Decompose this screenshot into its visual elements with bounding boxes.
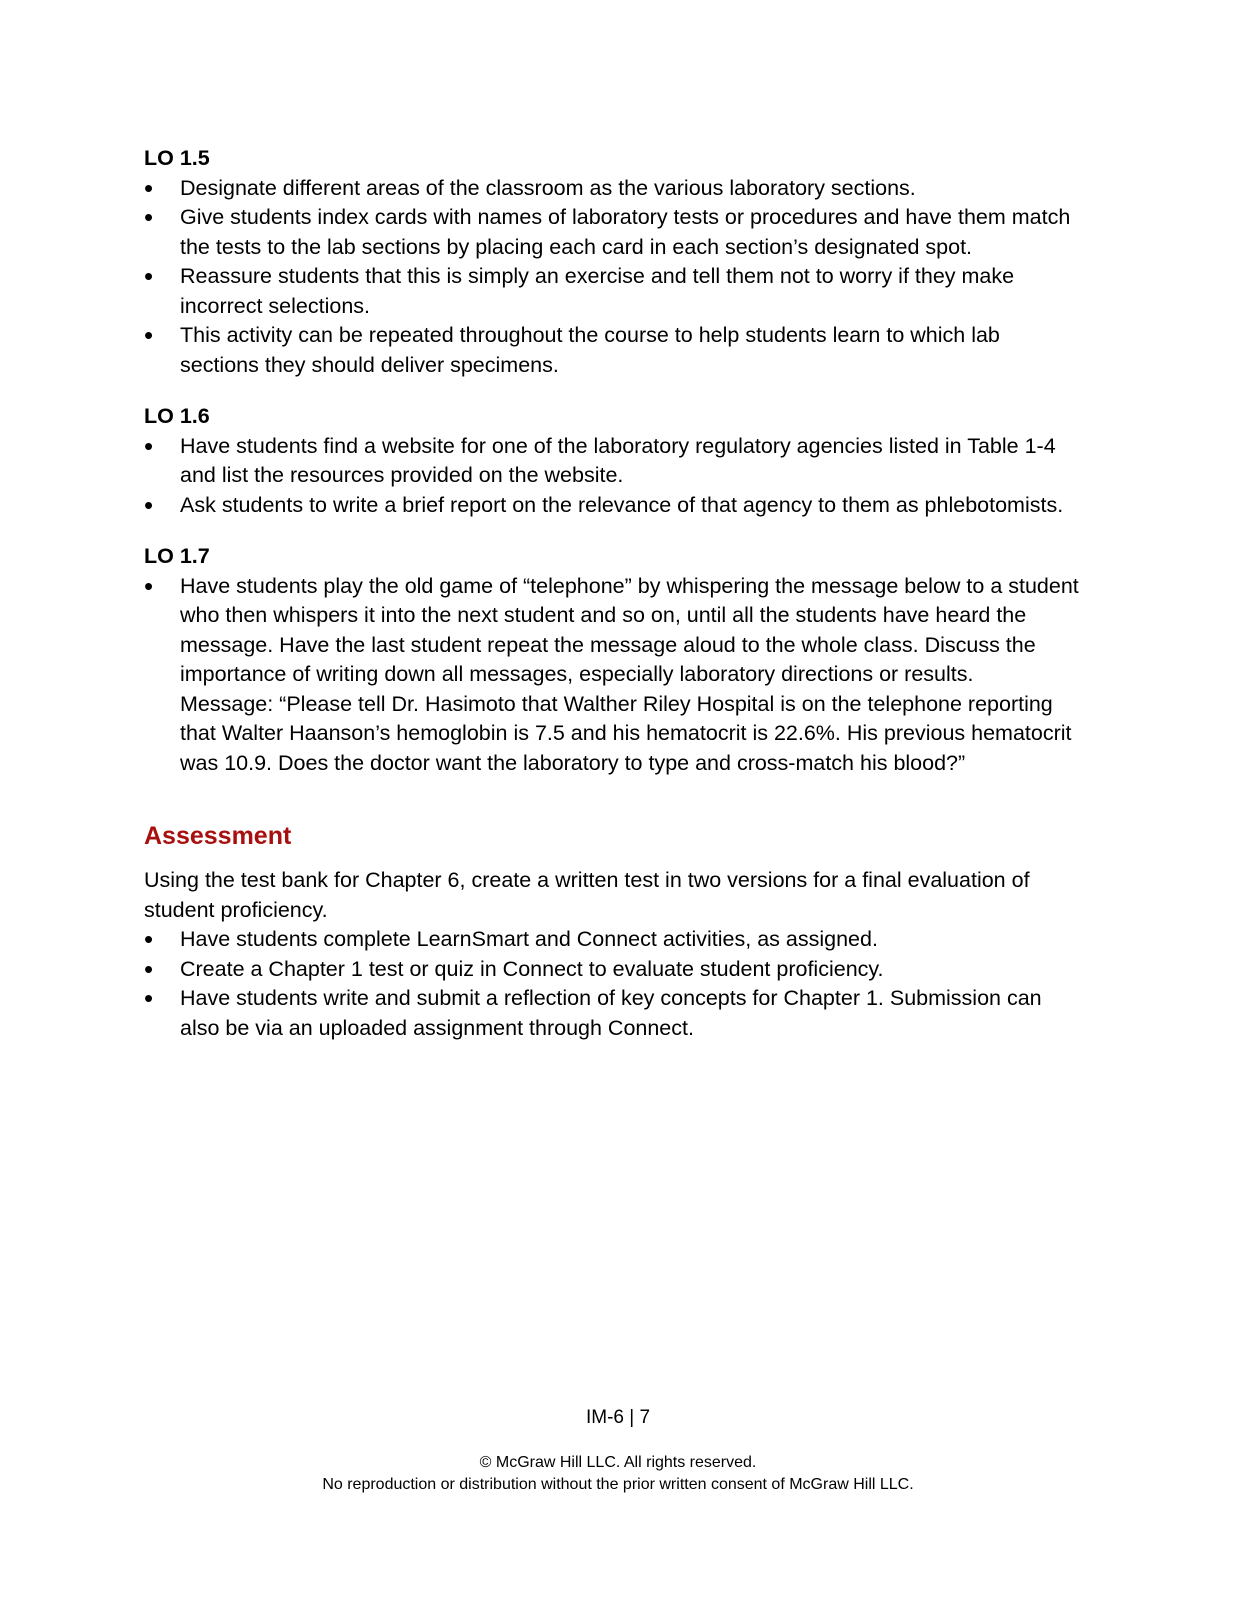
telephone-message: Message: “Please tell Dr. Hasimoto that Walther Riley Hospital is on the telephone reporting that Walter Haanson’s hemoglobin is 7.5 and his hematocrit is 22.6%. His previous hematocrit was 10.9. Does the doctor want the laboratory to type and cross-match his blood?” [180, 691, 1072, 775]
lo-heading: LO 1.5 [144, 146, 210, 170]
section-lo-1-7 [144, 542, 1084, 778]
bullet-list [144, 925, 1084, 1043]
bullet-item: • This activity can be repeated throughout the course to help students learn to which lab sections they should deliver specimens. [144, 321, 1084, 380]
document-body [144, 144, 1084, 1043]
lo-heading: LO 1.7 [144, 544, 210, 568]
page-number: IM-6 | 7 [585, 1407, 651, 1428]
reproduction-notice: No reproduction or distribution without the prior written consent of McGraw Hill LLC. [322, 1476, 914, 1493]
bullet-item: • Give students index cards with names of laboratory tests or procedures and have them match the tests to the lab sections by placing each card in each section’s designated spot. [144, 203, 1084, 262]
bullet-list [144, 432, 1084, 521]
bullet-item: • Ask students to write a brief report on the relevance of that agency to them as phlebotomists. [144, 491, 1084, 521]
bullet-item [144, 572, 1084, 779]
bullet-item: • Create a Chapter 1 test or quiz in Connect to evaluate student proficiency. [144, 955, 1084, 985]
bullet-item: • Have students write and submit a reflection of key concepts for Chapter 1. Submission can also be via an uploaded assignment through Connect. [144, 984, 1084, 1043]
bullet-item: • Have students complete LearnSmart and Connect activities, as assigned. [144, 925, 1084, 955]
copyright-line: © McGraw Hill LLC. All rights reserved. [479, 1454, 757, 1471]
section-lo-1-5 [144, 144, 1084, 380]
section-lo-1-6 [144, 402, 1084, 520]
section-assessment [144, 820, 1084, 1043]
assessment-heading: Assessment [144, 822, 292, 850]
bullet-list [144, 174, 1084, 381]
copyright-footer [0, 1452, 1236, 1496]
bullet-list [144, 572, 1084, 779]
activity-text: Have students play the old game of “telephone” by whispering the message below to a student who then whispers it into the next student and so on, until all the students have heard the message. Have the last student repeat the message aloud to the whole class. Discuss the importance of writing down all messages, especially laboratory directions or results. [180, 573, 1079, 686]
bullet-item: • Designate different areas of the classroom as the various laboratory sections. [144, 174, 1084, 204]
lo-heading: LO 1.6 [144, 404, 210, 428]
bullet-item: • Have students find a website for one of the laboratory regulatory agencies listed in Table 1-4 and list the resources provided on the website. [144, 432, 1084, 491]
assessment-intro: Using the test bank for Chapter 6, create a written test in two versions for a final evaluation of student proficiency. [144, 868, 1030, 922]
bullet-item: • Reassure students that this is simply an exercise and tell them not to worry if they make incorrect selections. [144, 262, 1084, 321]
